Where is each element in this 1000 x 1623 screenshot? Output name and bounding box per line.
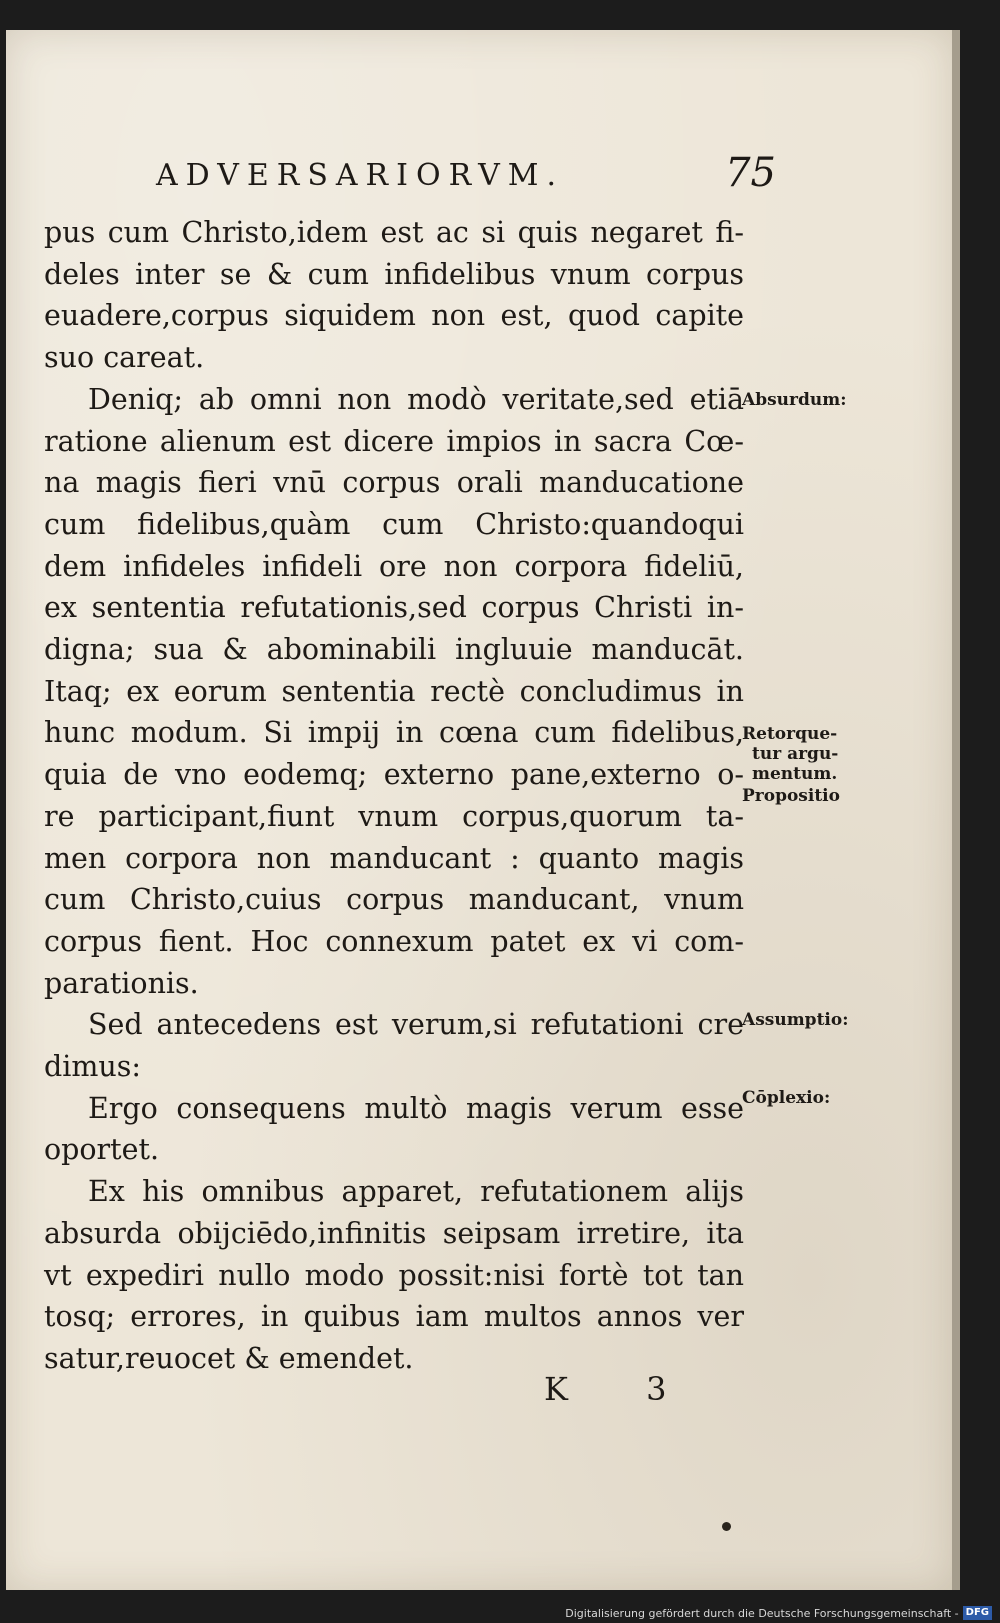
- footer-credit-text: Digitalisierung gefördert durch die Deutsche Forschungsgemeinschaft -: [565, 1606, 959, 1620]
- running-title: ADVERSARIORVM.: [156, 158, 565, 193]
- text-line: parationis.: [44, 966, 199, 1000]
- text-line: men corpora non manducant : quanto magis: [44, 841, 744, 875]
- text-line: Deniq; ab omni non modò veritate,sed etiā: [88, 382, 744, 416]
- dfg-logo: DFG: [963, 1606, 992, 1620]
- margin-note-assumptio: Assumptio:: [742, 1010, 849, 1030]
- text-line: corpus fient. Hoc connexum patet ex vi com-: [44, 924, 744, 958]
- page-header: [156, 150, 776, 210]
- text-line: deles inter se & cum infidelibus vnum corpus: [44, 257, 744, 291]
- book-page: [6, 30, 955, 1590]
- text-line: re participant,fiunt vnum corpus,quorum ta-: [44, 799, 744, 833]
- text-line: Itaq; ex eorum sententia rectè concludimus in: [44, 674, 744, 708]
- text-line: cum Christo,cuius corpus manducant, vnum: [44, 883, 744, 917]
- margin-note-complexio: Cōplexio:: [742, 1088, 831, 1108]
- text-line: vt expediri nullo modo possit:nisi fortè tot tan: [44, 1258, 744, 1292]
- text-line: Ergo consequens multò magis verum esse: [88, 1091, 744, 1125]
- text-line: hunc modum. Si impij in cœna cum fidelibus,: [44, 716, 744, 750]
- text-line: na magis fieri vnū corpus orali manducatione: [44, 466, 744, 500]
- text-line: oportet.: [44, 1133, 160, 1167]
- text-line: euadere,corpus siquidem non est, quod capite: [44, 299, 744, 333]
- text-line: suo careat.: [44, 341, 205, 375]
- margin-note-line: tur argu-: [752, 744, 839, 764]
- text-line: tosq; errores, in quibus iam multos annos ver: [44, 1300, 744, 1334]
- margin-note-absurdum: Absurdum:: [742, 390, 847, 410]
- body-text: [44, 212, 744, 1380]
- footer-credit: [565, 1606, 992, 1620]
- text-line: ex sententia refutationis,sed corpus Christi in-: [44, 591, 744, 625]
- margin-note-line: mentum.: [752, 764, 838, 784]
- text-line: Ex his omnibus apparet, refutationem alijs: [88, 1175, 744, 1209]
- text-line: dem infideles infideli ore non corpora fideliū,: [44, 549, 744, 583]
- margin-note-line: Retorque-: [742, 724, 838, 744]
- text-line: Sed antecedens est verum,si refutationi cre: [88, 1008, 744, 1042]
- signature-mark: K 3: [544, 1370, 701, 1408]
- text-line: ratione alienum est dicere impios in sacra Cœ-: [44, 424, 744, 458]
- ink-dot: [722, 1522, 731, 1531]
- text-line: dimus:: [44, 1050, 141, 1084]
- margin-note-propositio: Propositio: [742, 786, 840, 806]
- text-line: digna; sua & abominabili ingluuie manducāt.: [44, 633, 744, 667]
- text-line: pus cum Christo,idem est ac si quis negaret fi-: [44, 216, 744, 249]
- text-line: quia de vno eodemq; externo pane,externo o-: [44, 758, 744, 792]
- page-edge: [952, 30, 960, 1590]
- margin-note-retorquetur: [742, 724, 838, 784]
- text-line: cum fidelibus,quàm cum Christo:quandoqui: [44, 507, 744, 541]
- text-line: absurda obijciēdo,infinitis seipsam irretire, ita: [44, 1216, 744, 1250]
- page-number: 75: [725, 150, 776, 196]
- text-line: satur,reuocet & emendet.: [44, 1341, 414, 1375]
